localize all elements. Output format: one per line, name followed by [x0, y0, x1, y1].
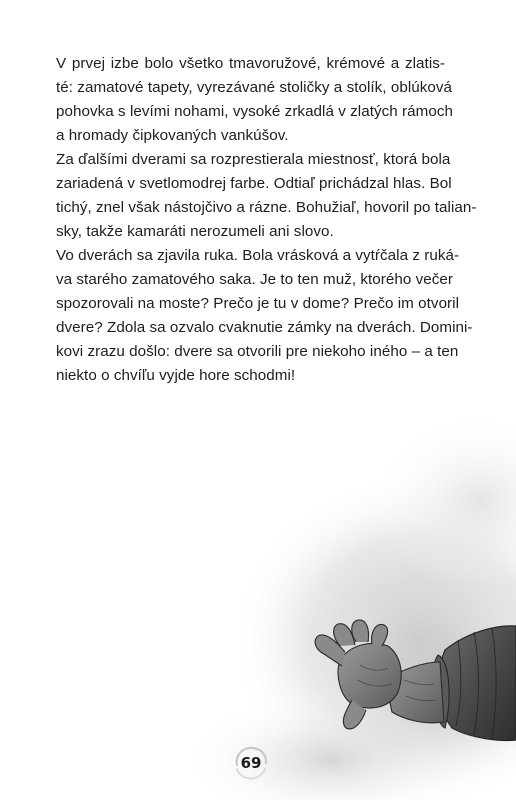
text-line: niekto o chvíľu vyjde hore schodmi! [56, 367, 296, 384]
page-number-badge [231, 743, 271, 783]
text-line: dvere? Zdola sa ozvalo cvaknutie zámky na dverách. Domini- [56, 319, 473, 336]
finger-ring [352, 620, 369, 642]
text-line: té: zamatové tapety, vyrezávané stoličky a stolík, oblúková [56, 79, 453, 96]
palm [338, 644, 401, 708]
text-line: a hromady čipkovaných vankúšov. [56, 127, 289, 144]
text-line: sky, takže kamaráti nerozumeli ani slovo. [56, 223, 334, 240]
text-line: zariadená v svetlomodrej farbe. Odtiaľ prichádzal hlas. Bol [56, 175, 452, 192]
text-line: va starého zamatového saka. Je to ten muž, ktorého večer [56, 271, 454, 288]
page-number: 69 [240, 754, 262, 772]
text-line: kovi zrazu došlo: dvere sa otvorili pre niekoho iného – a ten [56, 343, 459, 360]
text-line: tichý, znel však nástojčivo a rázne. Bohužiaľ, hovoril po talian- [56, 199, 477, 216]
text-line: Za ďalšími dverami sa rozprestierala miestnosť, ktorá bola [56, 151, 451, 168]
text-line: pohovka s levími nohami, vysoké zrkadlá v zlatých rámoch [56, 103, 453, 120]
text-line: V prvej izbe bolo všetko tmavoružové, krémové a zlatis- [56, 55, 445, 72]
text-line: Vo dverách sa zjavila ruka. Bola vrásková a vytŕčala z ruká- [56, 247, 460, 264]
text-line: spozorovali na moste? Prečo je tu v dome? Prečo im otvoril [56, 295, 460, 312]
